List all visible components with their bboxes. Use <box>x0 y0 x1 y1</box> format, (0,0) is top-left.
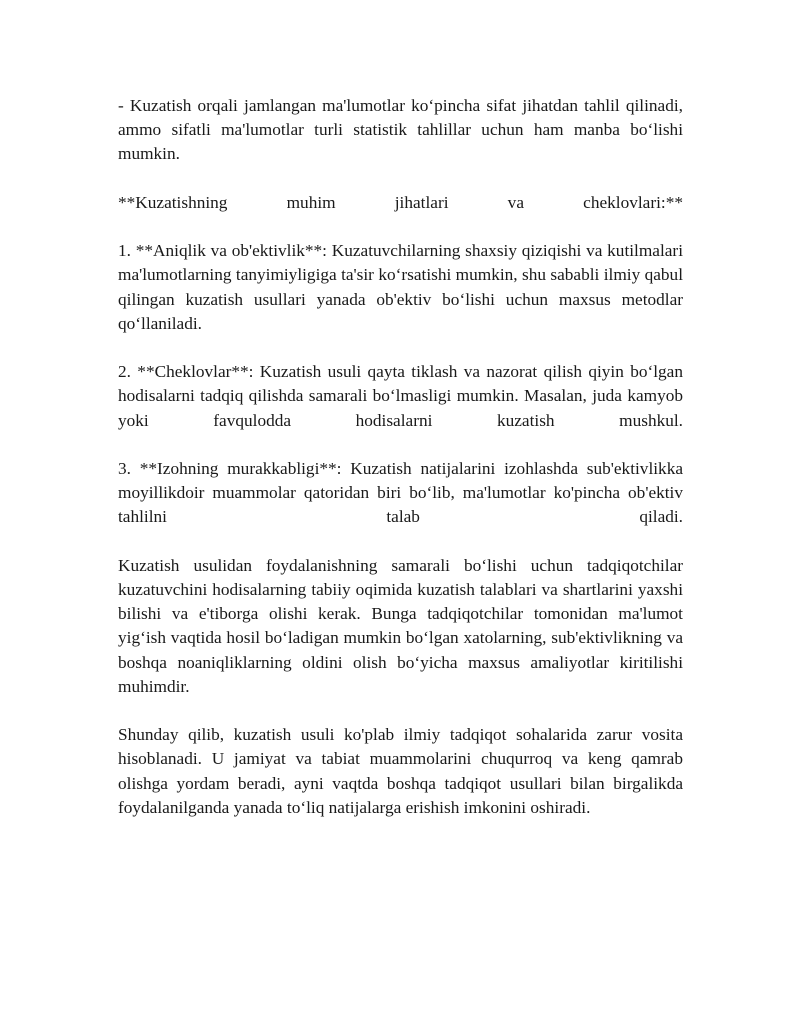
paragraph-effective-use: Kuzatish usulidan foydalanishning samarali boʻlishi uchun tadqiqotchilar kuzatuvchini hodisalarning tabiiy oqimida kuzatish talablari va shartlarini yaxshi bilishi va e'tiborga olishi kerak. Bunga tadqiqotchilar tomonidan ma'lumot yigʻish vaqtida hosil boʻladigan mumkin boʻlgan xatolarning, sub'ektivlikning va boshqa noaniqliklarning oldini olish boʻyicha maxsus amaliyotlar kiritilishi muhimdir. <box>118 555 683 696</box>
section-heading-aspects-limitations: **Kuzatishning muhim jihatlari va cheklovlari:** <box>118 192 683 212</box>
list-item-accuracy-objectivity: 1. **Aniqlik va ob'ektivlik**: Kuzatuvchilarning shaxsiy qiziqishi va kutilmalari ma'lumotlarning tanyimiyligiga ta'sir koʻrsatishi mumkin, shu sababli ilmiy qabul qilingan kuzatish usullari yanada ob'ektiv boʻlishi uchun maxsus metodlar qoʻllaniladi. <box>118 241 683 333</box>
paragraph-observation-data: - Kuzatish orqali jamlangan ma'lumotlar koʻpincha sifat jihatdan tahlil qilinadi, ammo sifatli ma'lumotlar turli statistik tahlillar uchun ham manba boʻlishi mumkin. <box>118 96 683 164</box>
list-item-limitations: 2. **Cheklovlar**: Kuzatish usuli qayta tiklash va nazorat qilish qiyin boʻlgan hodisalarni tadqiq qilishda samarali boʻlmasligi mumkin. Masalan, juda kamyob yoki favqulodda hodisalarni kuzatish mushkul. <box>118 362 683 430</box>
document-page <box>118 94 683 844</box>
list-item-interpretation-complexity: 3. **Izohning murakkabligi**: Kuzatish natijalarini izohlashda sub'ektivlikka moyillikdoir muammolar qatoridan biri boʻlib, ma'lumotlar ko'pincha ob'ektiv tahlilni talab qiladi. <box>118 458 683 527</box>
paragraph-conclusion: Shunday qilib, kuzatish usuli ko'plab ilmiy tadqiqot sohalarida zarur vosita hisoblanadi. U jamiyat va tabiat muammolarini chuqurroq va keng qamrab olishga yordam beradi, ayni vaqtda boshqa tadqiqot usullari bilan birgalikda foydalanilganda yanada toʻliq natijalarga erishish imkonini oshiradi. <box>118 725 683 817</box>
